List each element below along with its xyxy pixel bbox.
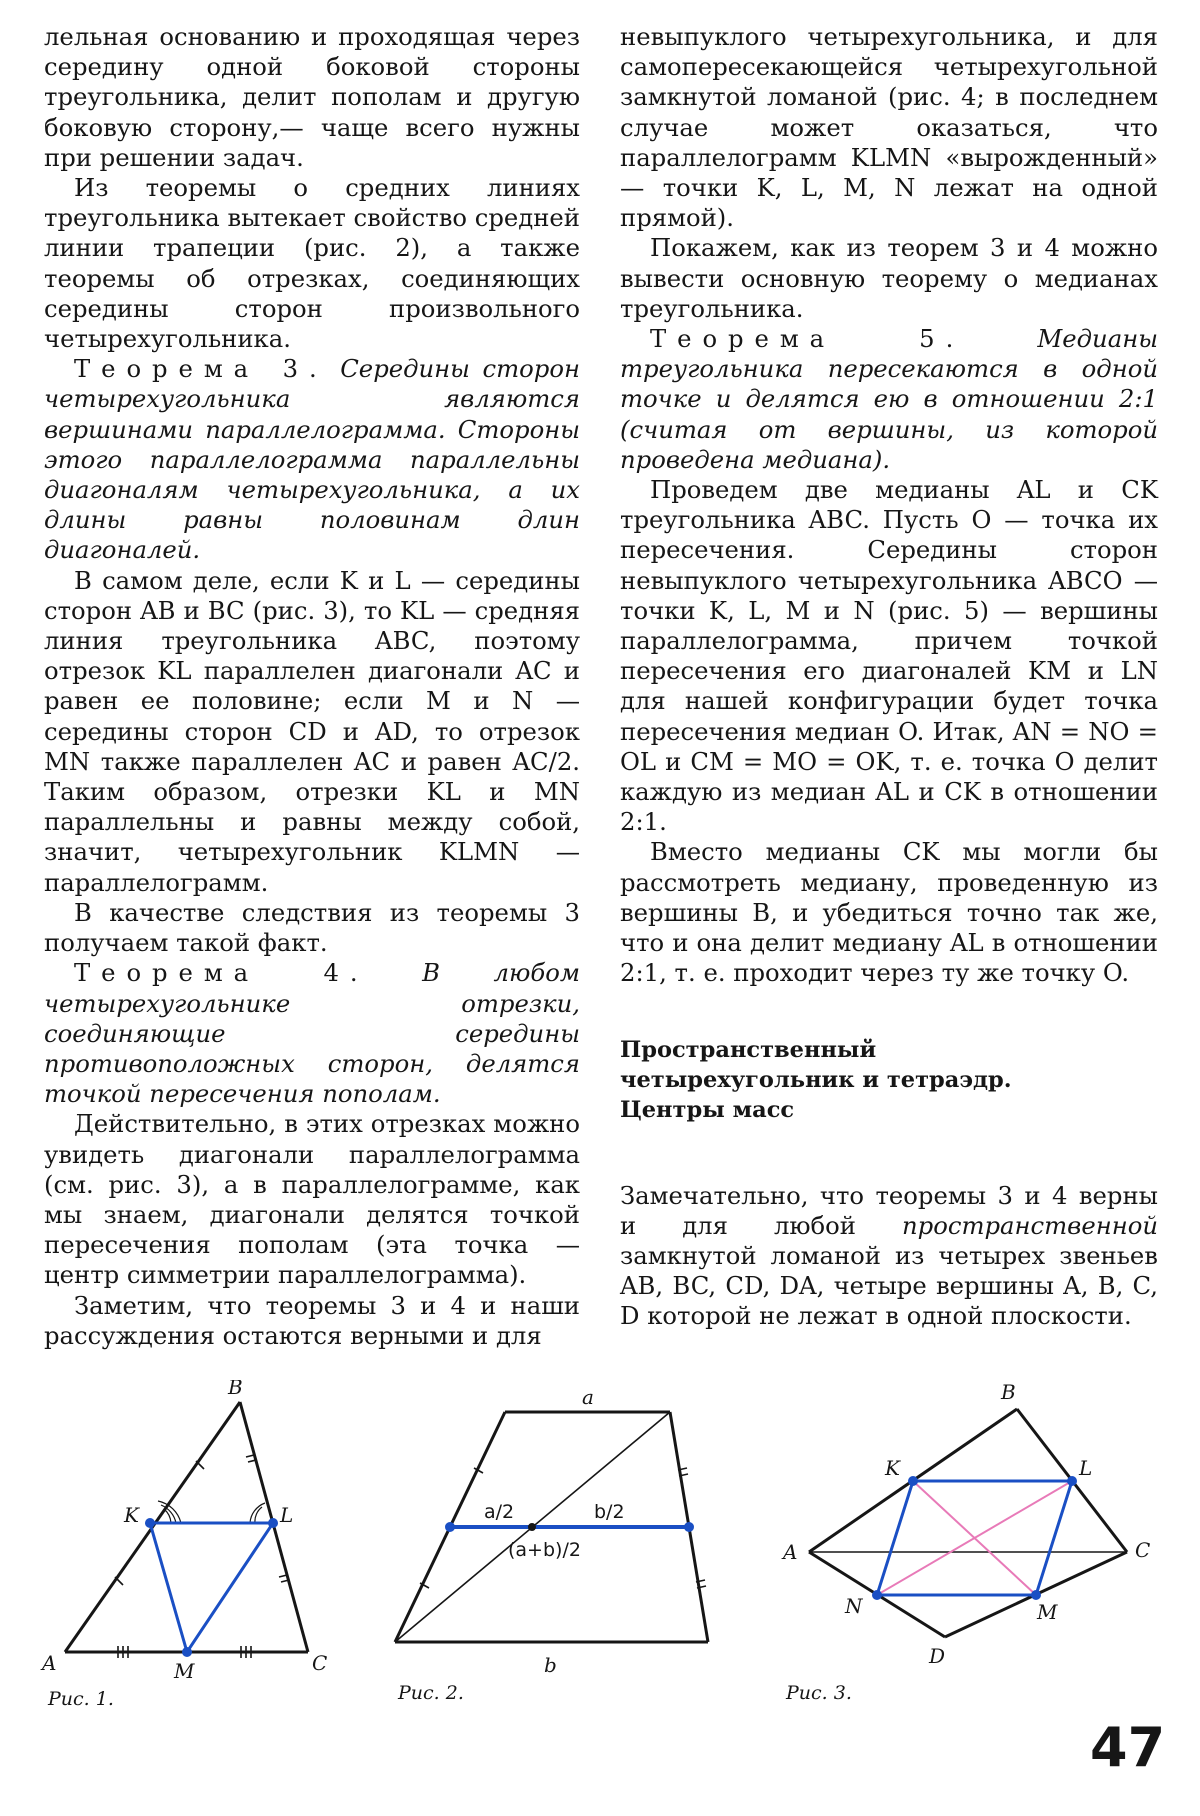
- fig2-label-half-a: a/2: [484, 1501, 515, 1523]
- fig3-label-n: N: [845, 1594, 863, 1618]
- fig3-label-c: C: [1135, 1538, 1151, 1562]
- figure-1-triangle: [30, 1380, 350, 1710]
- fig3-label-m: M: [1037, 1600, 1058, 1624]
- right-paragraph-5-end: замкнутой ломаной из четырех звеньев AB, BC, CD, DA, четыре вершины A, B, C, D которой не лежат в одной плоскости.: [620, 1240, 1158, 1331]
- theorem-4: [44, 958, 580, 1109]
- fig2-intersection-point: [528, 1523, 536, 1531]
- fig3-label-l: L: [1079, 1456, 1093, 1480]
- fig2-label-half-b: b/2: [594, 1501, 625, 1523]
- theorem-3-label: Теорема 3.: [74, 354, 328, 384]
- right-column: [620, 22, 1158, 1332]
- fig3-point-n: [872, 1590, 882, 1600]
- fig3-label-d: D: [929, 1644, 946, 1668]
- section-gap-top: [620, 989, 1158, 1035]
- right-paragraph-1: невыпуклого четырехугольника, и для самопересекающейся четырехугольной замкнутой ломаной (рис. 4; в последнем случае может оказаться, что параллелограмм KLMN «вырожденный» — точки K, L, M, N лежат на одной прямой).: [620, 22, 1158, 233]
- fig1-tick: [246, 1455, 254, 1457]
- fig1-segment-lm: [187, 1523, 273, 1652]
- section-gap-bottom: [620, 1125, 1158, 1181]
- fig2-right-midpoint: [684, 1522, 694, 1532]
- theorem-4-label: Теорема 4.: [74, 958, 369, 988]
- left-column: [44, 22, 580, 1351]
- fig3-point-l: [1067, 1476, 1077, 1486]
- fig1-tick: [279, 1575, 287, 1577]
- figure-3-caption: Рис. 3.: [786, 1682, 852, 1704]
- fig1-label-l: L: [280, 1503, 294, 1527]
- fig1-point-m: [182, 1647, 192, 1657]
- page-number: 47: [1090, 1716, 1166, 1779]
- fig2-label-a: a: [582, 1385, 594, 1409]
- left-paragraph-1: лельная основанию и проходящая через середину одной боковой стороны треугольника, делит пополам и другую боковую сторону,— чаще всего нужны при решении задач.: [44, 22, 580, 172]
- figure-2-caption: Рис. 2.: [398, 1682, 464, 1704]
- section-heading: [620, 1035, 1158, 1125]
- figure-1-caption: Рис. 1.: [48, 1688, 114, 1710]
- right-paragraph-3: Проведем две медианы AL и CK треугольника ABC. Пусть O — точка их пересечения. Середины сторон невыпуклого четырехугольника ABCO — точки K, L, M и N (рис. 5) — вершины параллелограмма, причем точкой пересечения его диагоналей KM и LN для нашей конфигурации будет точка пересечения медиан O. Итак, AN = NO = OL и CM = MO = OK, т. е. точка O делит каждую из медиан AL и CK в отношении 2:1.: [620, 475, 1158, 837]
- section-heading-line-3: Центры масс: [620, 1096, 795, 1123]
- section-heading-line-1: Пространственный: [620, 1036, 877, 1063]
- theorem-5-label: Теорема 5.: [650, 324, 965, 354]
- fig2-label-midline: (a+b)/2: [508, 1539, 581, 1561]
- fig3-point-k: [908, 1476, 918, 1486]
- fig1-label-c: C: [312, 1651, 328, 1675]
- fig2-left-midpoint: [445, 1522, 455, 1532]
- fig3-point-m: [1031, 1590, 1041, 1600]
- fig3-label-k: K: [885, 1456, 900, 1480]
- left-paragraph-6: Заметим, что теоремы 3 и 4 и наши рассуждения остаются верными и для: [44, 1290, 580, 1350]
- fig1-label-m: M: [174, 1659, 195, 1683]
- fig1-label-b: B: [228, 1380, 243, 1399]
- fig1-angle-arc: [250, 1503, 265, 1523]
- left-paragraph-2: Из теоремы о средних линиях треугольника вытекает свойство средней линии трапеции (рис. 2), а также теоремы об отрезках, соединяющих середины сторон произвольного четырехугольника.: [44, 173, 580, 354]
- theorem-3: [44, 354, 580, 565]
- fig1-label-k: K: [124, 1503, 139, 1527]
- fig1-point-k: [145, 1518, 155, 1528]
- right-paragraph-5: [620, 1181, 1158, 1332]
- theorem-4-text: В любом четырехугольнике отрезки, соединяющие середины противоположных сторон, делятся точкой пересечения пополам.: [44, 958, 580, 1109]
- right-paragraph-5-start: Замечательно, что теоремы 3 и 4 верны и для любой: [620, 1180, 1158, 1240]
- right-paragraph-5-emphasis: пространственной: [902, 1210, 1158, 1240]
- right-paragraph-4: Вместо медианы CK мы могли бы рассмотреть медиану, проведенную из вершины B, и убедиться точно так же, что и она делит медиану AL в отношении 2:1, т. е. проходит через ту же точку O.: [620, 837, 1158, 988]
- fig3-label-a: A: [783, 1540, 798, 1564]
- left-paragraph-3: В самом деле, если K и L — середины сторон AB и BC (рис. 3), то KL — средняя линия треугольника ABC, поэтому отрезок KL параллелен диагонали AC и равен ее половине; если M и N — середины сторон CD и AD, то отрезок MN также параллелен AC и равен AC/2. Таким образом, отрезки KL и MN параллельны и равны между собой, значит, четырехугольник KLMN — параллелограмм.: [44, 565, 580, 897]
- figure-3-quadrilateral: [775, 1375, 1175, 1695]
- fig1-segment-km: [150, 1523, 187, 1652]
- right-paragraph-2: Покажем, как из теорем 3 и 4 можно вывести основную теорему о медианах треугольника.: [620, 233, 1158, 323]
- fig2-label-b: b: [544, 1653, 557, 1677]
- figure-2-trapezoid: [380, 1380, 730, 1700]
- fig3-label-b: B: [1001, 1380, 1016, 1404]
- theorem-5: [620, 324, 1158, 475]
- section-heading-line-2: четырехугольник и тетраэдр.: [620, 1066, 1012, 1093]
- theorem-3-text: Середины сторон четырехугольника являются вершинами параллелограмма. Стороны этого параллелограмма параллельны диагоналям четырехугольника, а их длины равны половинам длин диагоналей.: [44, 354, 580, 565]
- fig1-label-a: A: [42, 1651, 57, 1675]
- left-paragraph-5: Действительно, в этих отрезках можно увидеть диагонали параллелограмма (см. рис. 3), а в параллелограмме, как мы знаем, диагонали делятся точкой пересечения пополам (эта точка — центр симметрии параллелограмма).: [44, 1109, 580, 1290]
- left-paragraph-4: В качестве следствия из теоремы 3 получаем такой факт.: [44, 897, 580, 958]
- fig1-point-l: [268, 1518, 278, 1528]
- theorem-5-text: Медианы треугольника пересекаются в одной точке и делятся ею в отношении 2:1 (считая от вершины, из которой проведена медиана).: [620, 324, 1158, 474]
